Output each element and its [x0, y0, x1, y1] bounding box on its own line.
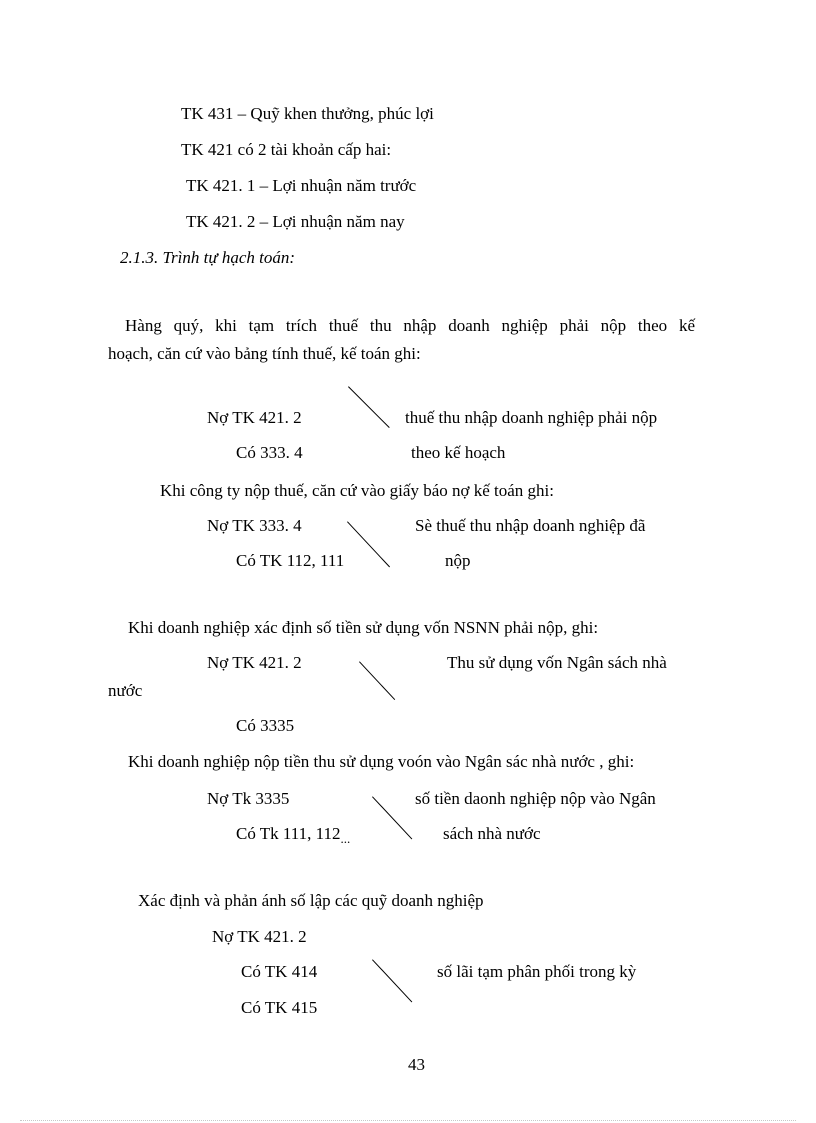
entry5-credit1: Có TK 414: [241, 962, 318, 981]
entry1-diagonal-line: [348, 386, 390, 428]
page-number: 43: [408, 1055, 425, 1074]
account-tk421-line: TK 421 có 2 tài khoản cấp hai:: [181, 140, 392, 159]
entry4-credit-text: Có Tk 111, 112: [236, 824, 341, 843]
entry1-credit: Có 333. 4: [236, 443, 303, 462]
entry1-intro-line1: Hàng quý, khi tạm trích thuế thu nhập doanh nghiệp phải nộp theo kế: [125, 316, 695, 335]
entry3-credit: Có 3335: [236, 716, 295, 735]
entry5-credit2: Có TK 415: [241, 998, 318, 1017]
entry2-debit: Nợ TK 333. 4: [207, 516, 302, 535]
entry1-desc-line2: theo kế hoạch: [411, 443, 506, 462]
entry5-diagonal-line: [372, 959, 412, 1002]
entry3-diagonal-line: [359, 661, 395, 700]
entry2-diagonal-line: [347, 521, 390, 567]
entry5-debit: Nợ TK 421. 2: [212, 927, 307, 946]
entry4-intro: Khi doanh nghiệp nộp tiền thu sử dụng voón vào Ngân sác nhà nước , ghi:: [128, 752, 635, 771]
entry3-debit: Nợ TK 421. 2: [207, 653, 302, 672]
entry4-credit-suffix: ...: [340, 831, 351, 846]
entry2-intro: Khi công ty nộp thuế, căn cứ vào giấy báo nợ kế toán ghi:: [160, 481, 554, 500]
entry4-debit: Nợ Tk 3335: [207, 789, 290, 808]
entry5-intro: Xác định và phản ánh số lập các quỹ doanh nghiệp: [138, 891, 484, 910]
entry4-desc-line2: sách nhà nước: [443, 824, 541, 843]
entry1-debit: Nợ TK 421. 2: [207, 408, 302, 427]
entry1-desc-line1: thuế thu nhập doanh nghiệp phải nộp: [405, 408, 658, 427]
entry1-intro-line2: hoạch, căn cứ vào bảng tính thuế, kế toán ghi:: [108, 344, 421, 363]
entry2-credit: Có TK 112, 111: [236, 551, 345, 570]
section-heading: 2.1.3. Trình tự hạch toán:: [120, 248, 296, 267]
entry2-desc-line2: nộp: [445, 551, 471, 570]
entry3-intro: Khi doanh nghiệp xác định số tiền sử dụng vốn NSNN phải nộp, ghi:: [128, 618, 599, 637]
account-tk431-line: TK 431 – Quỹ khen thưởng, phúc lợi: [181, 104, 434, 123]
entry3-desc-line2: nước: [108, 681, 143, 700]
entry4-desc-line1: số tiền daonh nghiệp nộp vào Ngân: [415, 789, 656, 808]
account-tk4211-line: TK 421. 1 – Lợi nhuận năm trước: [186, 176, 417, 195]
page-bottom-divider: [20, 1120, 796, 1121]
entry3-desc-line1: Thu sử dụng vốn Ngân sách nhà: [447, 653, 667, 672]
entry2-desc-line1: Sè thuế thu nhập doanh nghiệp đã: [415, 516, 646, 535]
entry4-credit: [236, 824, 350, 845]
entry5-desc: số lãi tạm phân phối trong kỳ: [437, 962, 637, 981]
entry4-diagonal-line: [372, 796, 412, 839]
account-tk4212-line: TK 421. 2 – Lợi nhuận năm nay: [186, 212, 405, 231]
